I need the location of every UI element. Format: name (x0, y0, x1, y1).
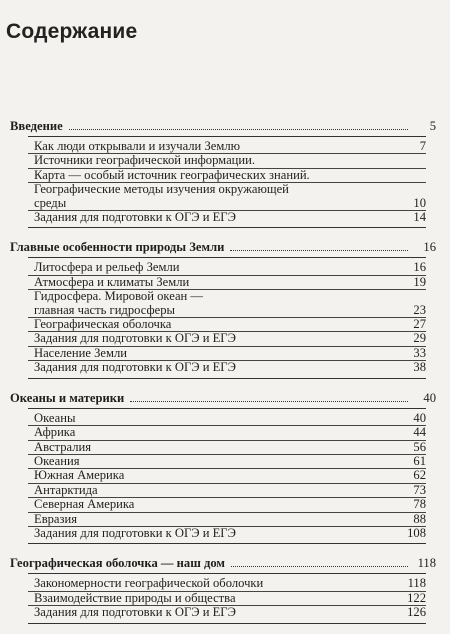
toc-entry (28, 577, 426, 591)
dot-leader (130, 400, 408, 402)
entry-page-number: 19 (413, 274, 426, 289)
entry-title (34, 527, 396, 540)
entry-page-number: 62 (413, 468, 426, 483)
entry-title-line: Океания (34, 453, 80, 468)
toc-entry (28, 412, 426, 426)
toc-entry (28, 183, 426, 211)
entry-title-line: Африка (34, 425, 76, 440)
section-heading (0, 117, 436, 136)
entry-page-number: 27 (413, 317, 426, 332)
entry-title-line: Литосфера и рельеф Земли (34, 260, 180, 275)
toc-entry (28, 261, 426, 275)
entry-page-number: 118 (407, 576, 426, 591)
entry-page-number: 40 (413, 410, 426, 425)
toc-entry (28, 441, 426, 455)
entry-title-line: Карта — особый источник географических знаний. (34, 167, 310, 182)
entry-page-number: 122 (407, 590, 426, 605)
section-title: Географическая оболочка — наш дом (10, 556, 225, 571)
table-of-contents (0, 117, 450, 634)
section-heading (0, 389, 436, 408)
toc-entry (28, 361, 426, 374)
toc-entry (28, 469, 426, 483)
entry-title-line: среды (34, 195, 67, 210)
toc-entry (28, 211, 426, 224)
entry-title (34, 276, 396, 289)
toc-entry (28, 484, 426, 498)
entry-title (34, 426, 396, 439)
entry-page-number: 61 (413, 453, 426, 468)
toc-entry (28, 154, 426, 168)
entry-page-number: 29 (413, 331, 426, 346)
section-entries (28, 257, 426, 378)
entry-title-line: Австралия (34, 439, 92, 454)
entry-title-line: Южная Америка (34, 468, 125, 483)
entry-title (34, 469, 396, 482)
section-entries (28, 408, 426, 545)
section-heading (0, 554, 436, 573)
entry-title-line: Задания для подготовки к ОГЭ и ЕГЭ (34, 210, 236, 225)
section-page-number: 118 (417, 556, 436, 571)
entry-title (34, 592, 396, 605)
entry-title-line: Океаны (34, 410, 76, 425)
entry-page-number: 44 (413, 425, 426, 440)
toc-entry (28, 513, 426, 527)
toc-entry (28, 169, 426, 183)
entry-page-number: 16 (413, 260, 426, 275)
entry-title (34, 140, 396, 153)
entry-title (34, 261, 396, 274)
entry-title (34, 183, 396, 210)
dot-leader (231, 565, 408, 567)
entry-title (34, 347, 396, 360)
entry-title (34, 290, 396, 317)
entry-title-line: главная часть гидросферы (34, 302, 175, 317)
toc-entry (28, 290, 426, 318)
entry-title-line: Задания для подготовки к ОГЭ и ЕГЭ (34, 331, 236, 346)
entry-page-number: 10 (413, 195, 426, 210)
entry-page-number: 38 (413, 360, 426, 375)
section-page-number: 16 (423, 240, 436, 255)
entry-title (34, 498, 396, 511)
toc-entry (28, 606, 426, 619)
entry-title-line: Антарктида (34, 482, 98, 497)
entry-page-number: 7 (419, 139, 426, 153)
entry-title (34, 441, 396, 454)
entry-title (34, 513, 396, 526)
section-title: Океаны и материки (10, 390, 125, 405)
entry-title (34, 332, 396, 345)
entry-title-line: Атмосфера и климаты Земли (34, 274, 190, 289)
section-page-number: 5 (429, 119, 436, 133)
entry-page-number: 88 (413, 511, 426, 526)
toc-entry (28, 318, 426, 332)
entry-title (34, 412, 396, 425)
entry-title (34, 211, 396, 224)
toc-entry (28, 592, 426, 606)
entry-title-line: Задания для подготовки к ОГЭ и ЕГЭ (34, 525, 236, 540)
section-title: Главные особенности природы Земли (10, 240, 225, 255)
dot-leader (69, 128, 408, 130)
entry-page-number: 78 (413, 497, 426, 512)
dot-leader (230, 249, 408, 251)
section-page-number: 40 (423, 390, 436, 405)
entry-title-line: Гидросфера. Мировой океан — (34, 289, 204, 304)
toc-entry (28, 332, 426, 346)
toc-entry (28, 498, 426, 512)
entry-title-line: Евразия (34, 511, 78, 526)
entry-page-number: 33 (413, 345, 426, 360)
entry-page-number: 126 (407, 605, 426, 620)
entry-title (34, 169, 396, 182)
entry-title-line: Источники географической информации. (34, 153, 256, 168)
toc-entry (28, 276, 426, 290)
entry-title-line: Закономерности географической оболочки (34, 576, 264, 591)
toc-section (0, 554, 450, 623)
entry-page-number: 14 (413, 210, 426, 225)
toc-entry (28, 347, 426, 361)
entry-title-line: Взаимодействие природы и общества (34, 590, 236, 605)
section-entries (28, 573, 426, 623)
entry-title (34, 154, 396, 167)
entry-page-number: 73 (413, 482, 426, 497)
toc-entry (28, 455, 426, 469)
toc-entry (28, 426, 426, 440)
entry-title (34, 455, 396, 468)
entry-title (34, 318, 396, 331)
toc-section (0, 389, 450, 545)
toc-entry (28, 527, 426, 540)
entry-title (34, 606, 396, 619)
entry-title (34, 484, 396, 497)
entry-page-number: 23 (413, 302, 426, 317)
page-title: Содержание (6, 20, 138, 43)
entry-title-line: Задания для подготовки к ОГЭ и ЕГЭ (34, 360, 236, 375)
entry-title-line: Задания для подготовки к ОГЭ и ЕГЭ (34, 605, 236, 620)
section-heading (0, 238, 436, 257)
entry-title-line: Северная Америка (34, 497, 135, 512)
entry-title-line: Географическая оболочка (34, 317, 172, 332)
entry-title (34, 361, 396, 374)
entry-page-number: 56 (413, 439, 426, 454)
entry-page-number: 108 (407, 525, 426, 540)
section-title: Введение (10, 119, 63, 133)
toc-section (0, 117, 450, 228)
toc-entry (28, 140, 426, 154)
section-entries (28, 136, 426, 228)
entry-title-line: Население Земли (34, 345, 128, 360)
entry-title-line: Географические методы изучения окружающей (34, 182, 289, 197)
entry-title (34, 577, 396, 590)
toc-section (0, 238, 450, 378)
entry-title-line: Как люди открывали и изучали Землю (34, 139, 241, 153)
